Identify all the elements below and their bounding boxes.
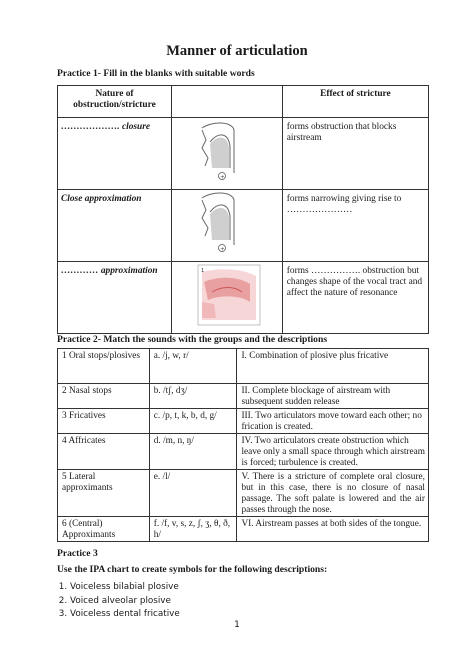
sounds-e: e. /l/ bbox=[149, 470, 237, 517]
group-3: 3 Fricatives bbox=[58, 409, 150, 434]
row3-nature: ………… approximation bbox=[58, 262, 172, 334]
header-effect: Effect of stricture bbox=[282, 86, 428, 118]
list-item: 1. Voiceless bilabial plosive bbox=[70, 581, 180, 595]
practice3-heading: Practice 3 bbox=[57, 548, 98, 559]
desc-III: III. Two articulators move toward each other; no frication is created. bbox=[237, 409, 429, 434]
vocal-tract-close-approximation-diagram bbox=[172, 190, 283, 262]
group-1: 1 Oral stops/plosives bbox=[58, 349, 150, 384]
row2-nature: Close approximation bbox=[58, 190, 172, 262]
list-item: 3. Voiceless dental fricative bbox=[70, 608, 180, 622]
group-6: 6 (Central) Approximants bbox=[58, 517, 150, 542]
desc-VI: VI. Airstream passes at both sides of the tongue. bbox=[237, 517, 429, 542]
practice2-table bbox=[57, 348, 429, 542]
row1-effect: forms obstruction that blocks airstream bbox=[282, 118, 428, 190]
sounds-b: b. /tʃ, dʒ/ bbox=[149, 384, 237, 409]
desc-I: I. Combination of plosive plus fricative bbox=[237, 349, 429, 384]
row2-effect: forms narrowing giving rise to ………………… bbox=[282, 190, 428, 262]
desc-V: V. There is a stricture of complete oral closure, but in this case, there is no closure of nasal passage. The soft palate is lowered and the air passes through the nose. bbox=[237, 470, 429, 517]
svg-text:+: + bbox=[220, 174, 225, 181]
desc-IV: IV. Two articulators create obstruction which leave only a small space through which airstream is forced; turbulence is created. bbox=[237, 434, 429, 470]
practice1-heading: Practice 1- Fill in the blanks with suitable words bbox=[57, 68, 255, 79]
sounds-c: c. /p, t, k, b, d, g/ bbox=[149, 409, 237, 434]
group-2: 2 Nasal stops bbox=[58, 384, 150, 409]
practice3-instruction: Use the IPA chart to create symbols for the following descriptions: bbox=[57, 564, 328, 575]
sounds-d: d. /m, n, ŋ/ bbox=[149, 434, 237, 470]
practice1-table bbox=[57, 85, 429, 334]
svg-text:+: + bbox=[220, 246, 225, 253]
practice3-list bbox=[57, 581, 180, 622]
header-nature: Nature of obstruction/stricture bbox=[58, 86, 172, 118]
group-5: 5 Lateral approximants bbox=[58, 470, 150, 517]
vocal-tract-approximant-diagram bbox=[172, 262, 283, 334]
desc-II: II. Complete blockage of airstream with subsequent sudden release bbox=[237, 384, 429, 409]
header-image bbox=[172, 86, 283, 118]
list-item: 2. Voiced alveolar plosive bbox=[70, 595, 180, 609]
vocal-tract-closure-diagram bbox=[172, 118, 283, 190]
row3-effect: forms ……………. obstruction but changes shape of the vocal tract and affect the nature of resonance bbox=[282, 262, 428, 334]
practice2-heading: Practice 2- Match the sounds with the groups and the descriptions bbox=[57, 334, 328, 345]
sounds-f: f. /f, v, s, z, ʃ, ʒ, θ, ð, h/ bbox=[149, 517, 237, 542]
sounds-a: a. /j, w, r/ bbox=[149, 349, 237, 384]
page-number: 1 bbox=[234, 620, 240, 630]
group-4: 4 Affricates bbox=[58, 434, 150, 470]
page-title: Manner of articulation bbox=[166, 43, 308, 59]
row1-nature: ………………. closure bbox=[58, 118, 172, 190]
svg-text:1: 1 bbox=[201, 268, 205, 274]
